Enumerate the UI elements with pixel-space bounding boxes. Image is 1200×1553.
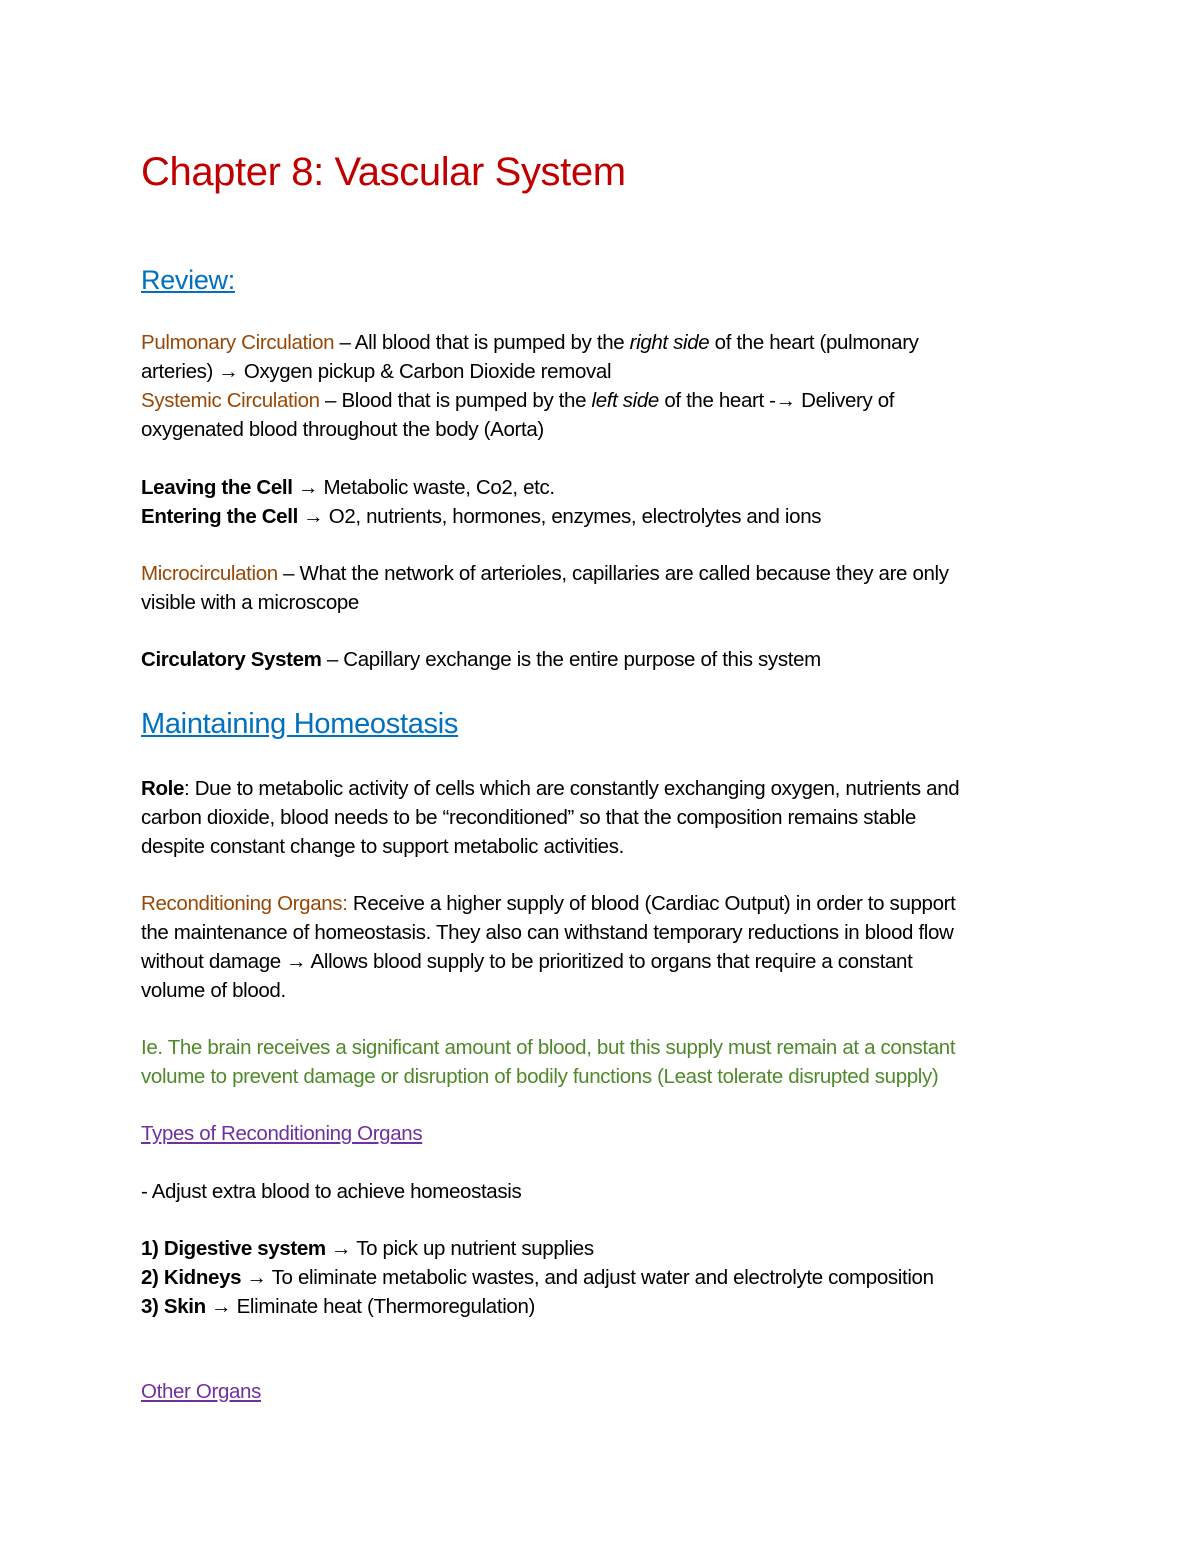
leaving-term: Leaving the Cell → — [141, 476, 319, 499]
item-3-term: 3) Skin → — [141, 1295, 232, 1318]
role-paragraph — [141, 774, 1061, 861]
other-organs-paragraph — [141, 1377, 1061, 1406]
microcirculation-line-2: visible with a microscope — [141, 591, 359, 614]
systemic-text-a: – Blood that is pumped by the — [319, 389, 592, 412]
chapter-title: Chapter 8: Vascular System — [141, 150, 626, 194]
circulatory-text: – Capillary exchange is the entire purpose of this system — [321, 648, 821, 671]
circulatory-term: Circulatory System — [141, 648, 322, 671]
pulmonary-text-b: of the heart (pulmonary — [709, 331, 919, 354]
circulatory-paragraph — [141, 645, 1061, 674]
list-item — [141, 1234, 1061, 1263]
systemic-line-2: oxygenated blood throughout the body (Aorta) — [141, 418, 544, 441]
role-line-1: : Due to metabolic activity of cells which are constantly exchanging oxygen, nutrients and — [184, 777, 960, 800]
homeostasis-heading: Maintaining Homeostasis — [141, 708, 459, 740]
microcirculation-text: – What the network of arterioles, capillaries are called because they are only — [277, 562, 949, 585]
microcirculation-term: Microcirculation — [141, 562, 278, 585]
leaving-text: Metabolic waste, Co2, etc. — [318, 476, 555, 499]
types-bullet-paragraph — [141, 1177, 1061, 1206]
other-organs-heading: Other Organs — [141, 1380, 261, 1403]
organ-list — [141, 1234, 1061, 1321]
systemic-text-b: of the heart -→ Delivery of — [658, 389, 895, 412]
systemic-italic: left side — [591, 389, 659, 412]
systemic-term: Systemic Circulation — [141, 389, 320, 412]
review-heading: Review: — [141, 265, 235, 295]
list-item — [141, 1292, 1061, 1321]
reconditioning-line-3: without damage → Allows blood supply to be prioritized to organs that require a constant — [141, 950, 913, 973]
item-2-term: 2) Kidneys → — [141, 1266, 267, 1289]
reconditioning-line-4: volume of blood. — [141, 979, 286, 1002]
pulmonary-paragraph — [141, 328, 1061, 444]
microcirculation-paragraph — [141, 559, 1061, 617]
example-line-2: volume to prevent damage or disruption of bodily functions (Least tolerate disrupted supply) — [141, 1065, 939, 1088]
role-line-3: despite constant change to support metabolic activities. — [141, 835, 624, 858]
reconditioning-term: Reconditioning Organs: — [141, 892, 348, 915]
pulmonary-text-a: – All blood that is pumped by the — [334, 331, 630, 354]
pulmonary-italic: right side — [629, 331, 710, 354]
types-bullet: - Adjust extra blood to achieve homeostasis — [141, 1180, 522, 1203]
item-3-text: Eliminate heat (Thermoregulation) — [231, 1295, 535, 1318]
entering-text: O2, nutrients, hormones, enzymes, electrolytes and ions — [323, 505, 822, 528]
reconditioning-paragraph — [141, 889, 1061, 1005]
item-1-term: 1) Digestive system → — [141, 1237, 352, 1260]
types-heading: Types of Reconditioning Organs — [141, 1122, 423, 1145]
role-line-2: carbon dioxide, blood needs to be “reconditioned” so that the composition remains stable — [141, 806, 916, 829]
item-1-text: To pick up nutrient supplies — [351, 1237, 594, 1260]
entering-term: Entering the Cell → — [141, 505, 324, 528]
cell-exchange-paragraph — [141, 473, 1061, 531]
example-line-1: Ie. The brain receives a significant amount of blood, but this supply must remain at a constant — [141, 1036, 956, 1059]
types-heading-paragraph — [141, 1119, 1061, 1148]
role-term: Role — [141, 777, 185, 800]
pulmonary-term: Pulmonary Circulation — [141, 331, 335, 354]
reconditioning-line-2: the maintenance of homeostasis. They also can withstand temporary reductions in blood flow — [141, 921, 954, 944]
reconditioning-line-1: Receive a higher supply of blood (Cardiac Output) in order to support — [347, 892, 956, 915]
item-2-text: To eliminate metabolic wastes, and adjust water and electrolyte composition — [266, 1266, 934, 1289]
brain-example-paragraph — [141, 1033, 1061, 1091]
list-item — [141, 1263, 1061, 1292]
pulmonary-line-2: arteries) → Oxygen pickup & Carbon Dioxide removal — [141, 360, 612, 383]
